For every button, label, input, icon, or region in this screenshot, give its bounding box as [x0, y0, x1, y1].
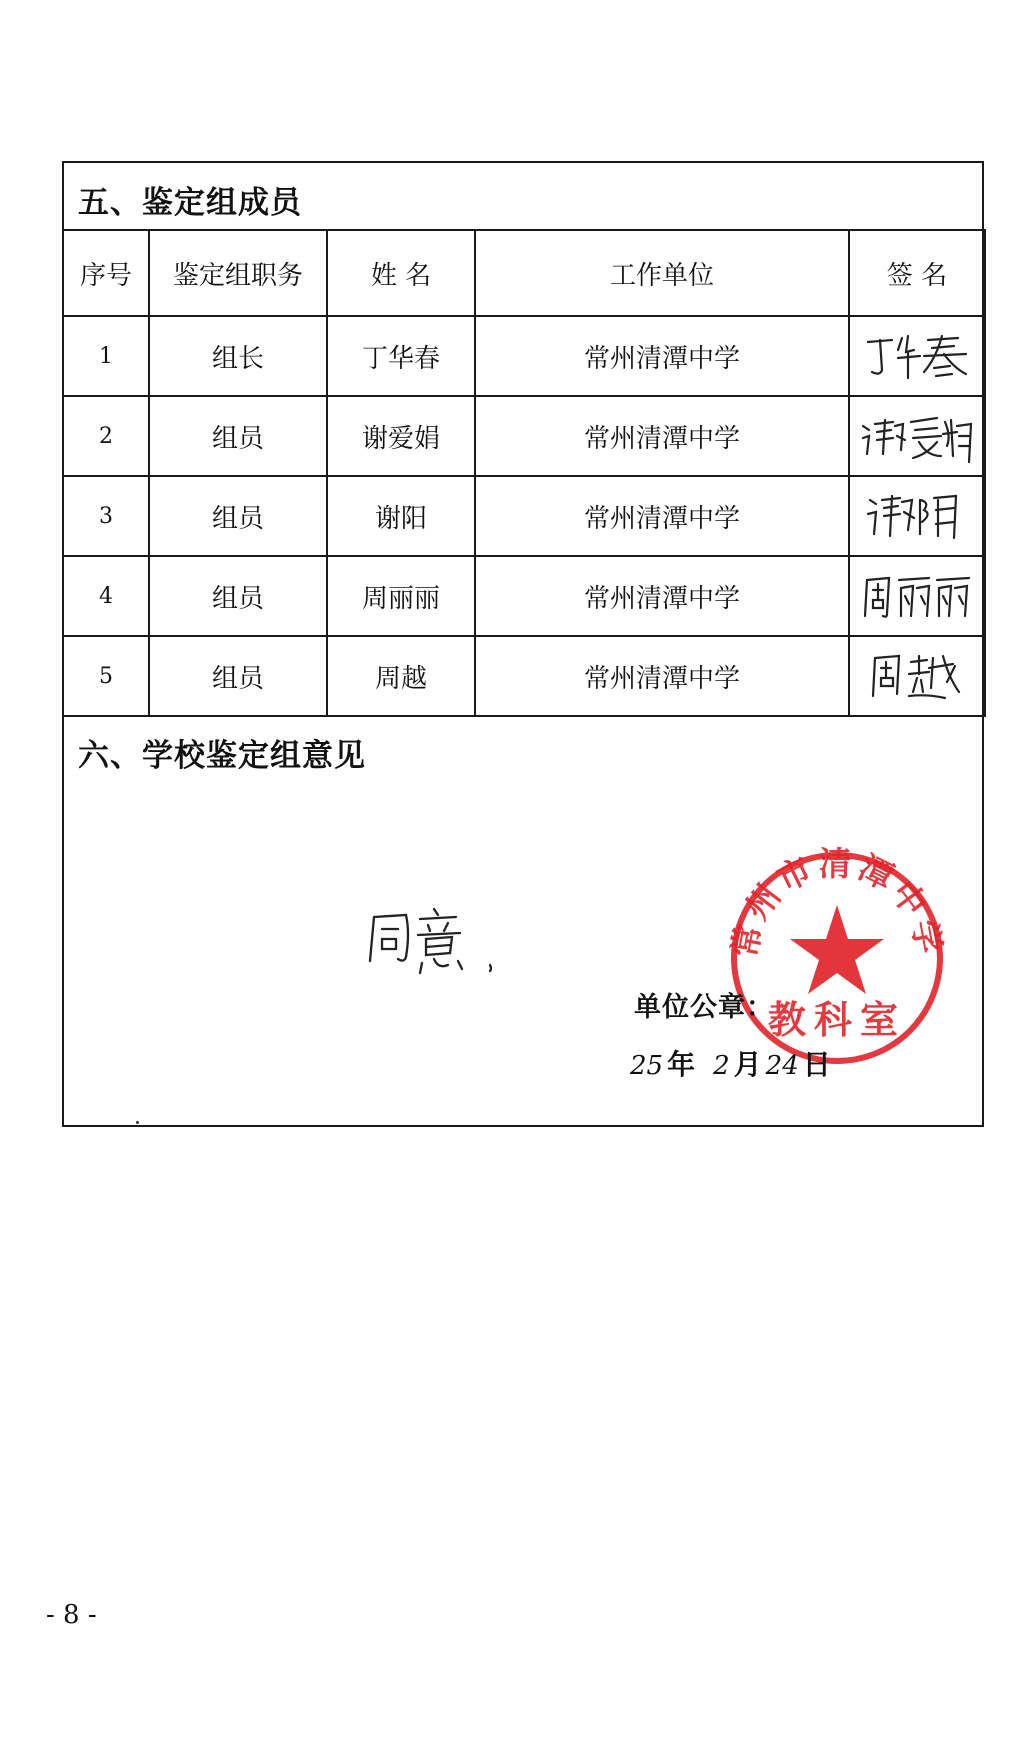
- row-signature: [849, 316, 985, 396]
- header-signature: 签 名: [849, 230, 985, 316]
- header-unit: 工作单位: [475, 230, 849, 316]
- row-signature: [849, 476, 985, 556]
- seal-top-text: 常州市清潭中学: [724, 844, 950, 961]
- row-seq: 2: [63, 396, 149, 476]
- row-role: 组员: [149, 396, 327, 476]
- handwritten-opinion: [364, 903, 514, 987]
- handwritten-signature-5: [867, 648, 967, 704]
- handwritten-signature-4: [857, 568, 977, 624]
- row-name: 周越: [327, 636, 475, 716]
- row-name: 谢爱娟: [327, 396, 475, 476]
- table-row: [63, 476, 985, 556]
- row-seq: 5: [63, 636, 149, 716]
- header-seq: 序号: [63, 230, 149, 316]
- table-row: [63, 636, 985, 716]
- date-year: 25: [630, 1051, 664, 1081]
- table-row: [63, 556, 985, 636]
- handwritten-signature-1: [862, 328, 972, 384]
- handwritten-signature-2: [857, 406, 977, 466]
- seal-label: 单位公章：: [634, 992, 774, 1023]
- row-unit: 常州清潭中学: [475, 396, 849, 476]
- section-6-title: 六、学校鉴定组意见: [78, 738, 366, 774]
- row-unit: 常州清潭中学: [475, 316, 849, 396]
- stray-mark: [136, 1121, 139, 1124]
- table-row: [63, 316, 985, 396]
- section-5-title: 五、鉴定组成员: [78, 185, 302, 221]
- row-role: 组长: [149, 316, 327, 396]
- red-seal-icon: [722, 843, 952, 1073]
- handwritten-approval-signature: [364, 903, 514, 983]
- table-row: [63, 396, 985, 476]
- header-role: 鉴定组职务: [149, 230, 327, 316]
- date: [630, 1043, 831, 1083]
- row-seq: 4: [63, 556, 149, 636]
- row-role: 组员: [149, 636, 327, 716]
- page-number: - 8 -: [46, 1600, 97, 1630]
- header-name: 姓 名: [327, 230, 475, 316]
- date-month-unit: 月: [733, 1048, 762, 1081]
- row-unit: 常州清潭中学: [475, 556, 849, 636]
- seal-bottom-text: 教科室: [767, 997, 907, 1042]
- appraisal-form: [62, 161, 984, 1127]
- row-unit: 常州清潭中学: [475, 476, 849, 556]
- row-role: 组员: [149, 476, 327, 556]
- date-day-unit: 日: [802, 1048, 831, 1081]
- official-seal: [722, 843, 952, 1077]
- row-name: 谢阳: [327, 476, 475, 556]
- row-signature: [849, 636, 985, 716]
- members-table: [62, 229, 986, 717]
- row-signature: [849, 556, 985, 636]
- handwritten-signature-3: [862, 486, 972, 546]
- row-seq: 3: [63, 476, 149, 556]
- row-name: 周丽丽: [327, 556, 475, 636]
- table-header-row: [63, 230, 985, 316]
- row-seq: 1: [63, 316, 149, 396]
- row-name: 丁华春: [327, 316, 475, 396]
- date-month: 2: [713, 1051, 730, 1081]
- date-day: 24: [765, 1051, 799, 1081]
- row-signature: [849, 396, 985, 476]
- row-unit: 常州清潭中学: [475, 636, 849, 716]
- row-role: 组员: [149, 556, 327, 636]
- date-year-unit: 年: [667, 1048, 696, 1081]
